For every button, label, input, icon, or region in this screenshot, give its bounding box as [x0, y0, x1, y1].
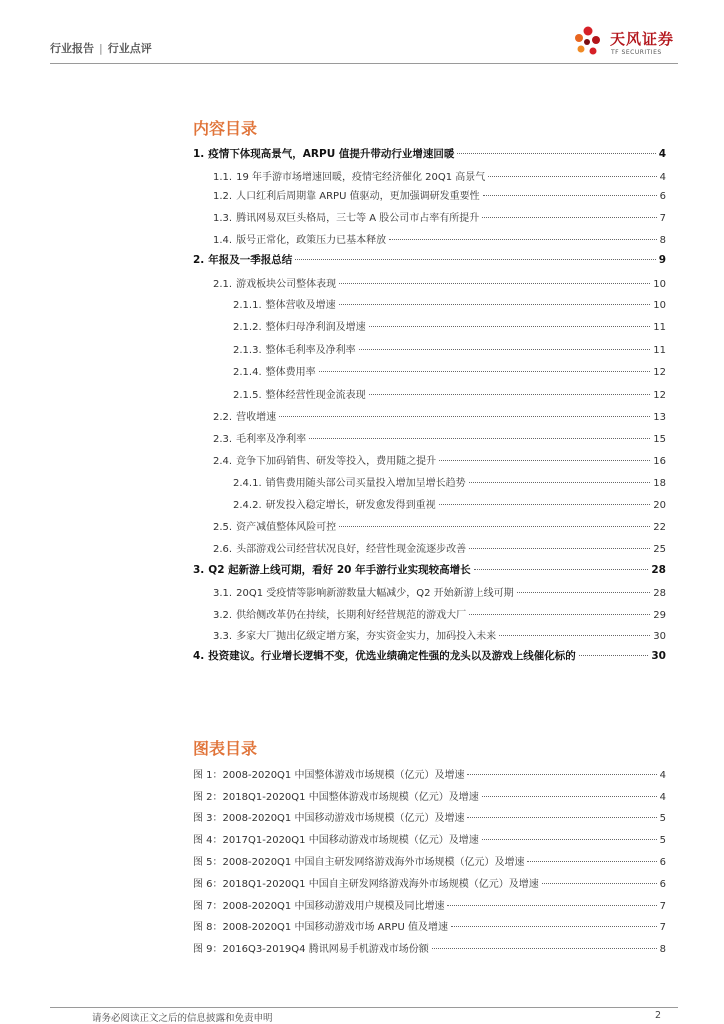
footer-divider — [50, 1007, 678, 1008]
toc-entry[interactable] — [213, 606, 666, 622]
toc-entry-text — [233, 474, 466, 489]
toc-entry[interactable] — [213, 627, 666, 643]
toc-entry[interactable] — [193, 562, 666, 578]
toc-entry-title: 腾讯网易双巨头格局，三七等 A 股公司市占率有所提升 — [236, 213, 480, 224]
figure-label: 图 3： — [193, 813, 223, 824]
toc-entry-page: 12 — [653, 367, 666, 378]
toc-entry[interactable] — [213, 231, 666, 247]
toc-entry-number: 2. — [193, 254, 205, 266]
toc-entry-title: 销售费用随头部公司买量投入增加呈增长趋势 — [265, 478, 466, 489]
toc-entry-number: 2.1.3. — [233, 345, 262, 356]
figure-label: 图 6： — [193, 879, 223, 890]
report-category: 行业报告 — [50, 42, 94, 55]
figure-entry[interactable] — [193, 766, 666, 782]
toc-leader-dots — [517, 592, 651, 593]
figure-page: 7 — [659, 901, 666, 912]
toc-entry-page: 7 — [659, 213, 666, 224]
toc-entry-text — [193, 146, 454, 161]
toc-entry-title: 整体经营性现金流表现 — [265, 390, 366, 401]
toc-leader-dots — [319, 371, 651, 372]
figure-page: 8 — [659, 944, 666, 955]
toc-entry-number: 2.4.2. — [233, 500, 262, 511]
toc-leader-dots — [482, 217, 656, 218]
toc-leader-dots — [439, 460, 650, 461]
figure-leader-dots — [527, 861, 656, 862]
toc-entry-page: 20 — [653, 500, 666, 511]
toc-entry[interactable] — [213, 584, 666, 600]
toc-entry-page: 11 — [653, 345, 666, 356]
toc-title: 内容目录 — [193, 119, 258, 138]
toc-entry-text — [233, 318, 366, 333]
toc-leader-dots — [469, 482, 651, 483]
toc-entry-number: 2.4.1. — [233, 478, 262, 489]
toc-entry-number: 1.2. — [213, 191, 233, 202]
toc-entry-text — [233, 363, 316, 378]
figure-page: 6 — [659, 857, 666, 868]
figure-title: 2008-2020Q1 中国移动游戏用户规模及同比增速 — [222, 901, 445, 912]
toc-leader-dots — [309, 438, 650, 439]
toc-entry-text — [213, 187, 480, 202]
toc-entry[interactable] — [213, 430, 666, 446]
figures-title: 图表目录 — [193, 739, 258, 758]
toc-entry-text — [213, 430, 306, 445]
figure-title: 2018Q1-2020Q1 中国整体游戏市场规模（亿元）及增速 — [222, 792, 479, 803]
toc-entry-text — [233, 496, 436, 511]
toc-leader-dots — [369, 394, 651, 395]
figure-leader-dots — [432, 948, 657, 949]
figure-label: 图 9： — [193, 944, 223, 955]
toc-entry-number: 2.1.1. — [233, 300, 262, 311]
toc-entry-page: 11 — [653, 322, 666, 333]
toc-entry-page: 9 — [658, 254, 666, 266]
report-type-header — [50, 40, 152, 56]
toc-leader-dots — [474, 569, 649, 570]
toc-entry-number: 3.2. — [213, 610, 233, 621]
figure-leader-dots — [542, 883, 657, 884]
toc-leader-dots — [369, 326, 651, 327]
toc-entry[interactable] — [213, 187, 666, 203]
toc-entry-number: 2.1.2. — [233, 322, 262, 333]
toc-entry[interactable] — [233, 386, 666, 402]
toc-leader-dots — [339, 283, 650, 284]
figure-label: 图 1： — [193, 770, 223, 781]
toc-leader-dots — [295, 259, 655, 260]
figure-page: 6 — [659, 879, 666, 890]
toc-entry-number: 2.4. — [213, 456, 233, 467]
toc-leader-dots — [339, 526, 650, 527]
figure-page: 5 — [659, 835, 666, 846]
figure-leader-dots — [447, 905, 656, 906]
header-separator: | — [99, 42, 103, 55]
toc-entry-number: 2.3. — [213, 434, 233, 445]
toc-entry[interactable] — [213, 209, 666, 225]
toc-entry-text — [213, 627, 496, 642]
figure-leader-dots — [451, 926, 657, 927]
toc-entry-page: 29 — [653, 610, 666, 621]
toc-entry[interactable] — [193, 648, 666, 664]
toc-entry-page: 13 — [653, 412, 666, 423]
figure-title: 2016Q3-2019Q4 腾讯网易手机游戏市场份额 — [222, 944, 429, 955]
toc-entry[interactable] — [213, 408, 666, 424]
toc-entry-page: 4 — [659, 172, 666, 183]
footer-disclaimer: 请务必阅读正文之后的信息披露和免责申明 — [92, 1013, 273, 1024]
figure-entry[interactable] — [193, 875, 666, 891]
toc-entry[interactable] — [193, 146, 666, 162]
figure-page: 4 — [659, 770, 666, 781]
flower-logo-icon — [566, 22, 606, 62]
toc-leader-dots — [483, 195, 657, 196]
logo-name-cn: 天风证券 — [610, 30, 675, 48]
toc-entry-number: 4. — [193, 650, 205, 662]
toc-entry-title: Q2 起新游上线可期，看好 20 年手游行业实现较高增长 — [208, 564, 471, 576]
toc-leader-dots — [469, 548, 650, 549]
toc-entry-title: 整体费用率 — [265, 367, 316, 378]
toc-entry-page: 28 — [651, 564, 666, 576]
toc-entry[interactable] — [233, 318, 666, 334]
figure-leader-dots — [482, 839, 657, 840]
figure-page: 5 — [659, 813, 666, 824]
toc-entry-title: 整体营收及增速 — [265, 300, 336, 311]
toc-leader-dots — [499, 635, 650, 636]
company-logo — [566, 22, 681, 62]
toc-entry[interactable] — [233, 474, 666, 490]
toc-entry-text — [193, 562, 471, 577]
toc-entry-text — [213, 275, 336, 290]
figure-entry[interactable] — [193, 897, 666, 913]
figure-page: 7 — [659, 922, 666, 933]
toc-entry-title: 人口红利后周期靠 ARPU 值驱动，更加强调研发重要性 — [236, 191, 480, 202]
figure-label: 图 2： — [193, 792, 223, 803]
figure-entry[interactable] — [193, 809, 666, 825]
toc-entry-number: 2.2. — [213, 412, 233, 423]
toc-entry-page: 6 — [659, 191, 666, 202]
toc-entry-text — [213, 231, 386, 246]
toc-leader-dots — [488, 176, 656, 177]
toc-entry-page: 8 — [659, 235, 666, 246]
figure-title: 2017Q1-2020Q1 中国移动游戏市场规模（亿元）及增速 — [222, 835, 479, 846]
figure-entry[interactable] — [193, 853, 666, 869]
toc-entry-number: 2.1. — [213, 279, 233, 290]
figure-title: 2018Q1-2020Q1 中国自主研发网络游戏海外市场规模（亿元）及增速 — [222, 879, 539, 890]
toc-entry-number: 2.1.4. — [233, 367, 262, 378]
toc-entry-number: 2.6. — [213, 544, 233, 555]
logo-name-en: TF SECURITIES — [611, 49, 662, 56]
toc-entry[interactable] — [213, 168, 666, 184]
figure-leader-dots — [482, 796, 657, 797]
figure-entry[interactable] — [193, 940, 666, 956]
figure-label: 图 5： — [193, 857, 223, 868]
toc-entry-title: 毛利率及净利率 — [236, 434, 307, 445]
header-divider — [50, 63, 678, 64]
toc-leader-dots — [439, 504, 651, 505]
figure-entry[interactable] — [193, 831, 666, 847]
figure-title: 2008-2020Q1 中国移动游戏市场 ARPU 值及增速 — [222, 922, 448, 933]
figure-title: 2008-2020Q1 中国移动游戏市场规模（亿元）及增速 — [222, 813, 465, 824]
toc-entry-text — [213, 606, 466, 621]
toc-entry-number: 1.3. — [213, 213, 233, 224]
toc-entry-text — [213, 168, 485, 183]
toc-entry-number: 1.1. — [213, 172, 233, 183]
toc-entry-title: 20Q1 受疫情等影响新游数量大幅减少，Q2 开始新游上线可期 — [236, 588, 514, 599]
figure-label: 图 4： — [193, 835, 223, 846]
toc-entry[interactable] — [233, 341, 666, 357]
toc-entry-title: 年报及一季报总结 — [208, 254, 293, 266]
toc-leader-dots — [389, 239, 657, 240]
toc-entry-number: 3.3. — [213, 631, 233, 642]
toc-entry[interactable] — [213, 275, 666, 291]
toc-entry[interactable] — [213, 540, 666, 556]
toc-entry-number: 1.4. — [213, 235, 233, 246]
toc-entry-title: 供给侧改革仍在持续，长期利好经营规范的游戏大厂 — [236, 610, 467, 621]
figure-label: 图 8： — [193, 922, 223, 933]
toc-entry-text — [213, 209, 479, 224]
toc-leader-dots — [279, 416, 650, 417]
toc-entry-page: 28 — [653, 588, 666, 599]
toc-entry-title: 头部游戏公司经营状况良好，经营性现金流逐步改善 — [236, 544, 467, 555]
toc-leader-dots — [457, 153, 655, 154]
toc-entry-title: 资产减值整体风险可控 — [236, 522, 337, 533]
figure-leader-dots — [467, 774, 656, 775]
toc-entry[interactable] — [233, 363, 666, 379]
toc-entry-page: 10 — [653, 300, 666, 311]
toc-entry-page: 4 — [658, 148, 666, 160]
toc-entry-page: 15 — [653, 434, 666, 445]
figure-entry[interactable] — [193, 918, 666, 934]
toc-entry-text — [213, 408, 276, 423]
toc-entry-text — [213, 584, 514, 599]
page-number: 2 — [655, 1010, 662, 1021]
toc-entry-page: 30 — [653, 631, 666, 642]
toc-entry-title: 多家大厂抛出亿级定增方案，夯实资金实力，加码投入未来 — [236, 631, 497, 642]
toc-entry-page: 16 — [653, 456, 666, 467]
toc-entry-title: 研发投入稳定增长，研发愈发得到重视 — [265, 500, 436, 511]
toc-entry-page: 18 — [653, 478, 666, 489]
toc-entry-number: 2.5. — [213, 522, 233, 533]
toc-entry[interactable] — [213, 518, 666, 534]
toc-entry-text — [213, 518, 336, 533]
toc-entry-number: 3.1. — [213, 588, 233, 599]
toc-entry-page: 25 — [653, 544, 666, 555]
toc-entry-number: 3. — [193, 564, 205, 576]
toc-entry-text — [193, 252, 292, 267]
toc-entry-title: 竞争下加码销售、研发等投入，费用随之提升 — [236, 456, 437, 467]
figure-entry[interactable] — [193, 788, 666, 804]
toc-entry-page: 10 — [653, 279, 666, 290]
toc-entry-text — [213, 452, 436, 467]
toc-entry-number: 1. — [193, 148, 205, 160]
toc-entry-title: 投资建议。行业增长逻辑不变，优选业绩确定性强的龙头以及游戏上线催化标的 — [208, 650, 576, 662]
toc-leader-dots — [339, 304, 651, 305]
toc-entry-text — [233, 386, 366, 401]
toc-leader-dots — [579, 655, 649, 656]
toc-entry[interactable] — [233, 296, 666, 312]
figure-page: 4 — [659, 792, 666, 803]
toc-entry-text — [193, 648, 576, 663]
report-subcategory: 行业点评 — [107, 42, 152, 55]
toc-entry[interactable] — [213, 452, 666, 468]
toc-entry-title: 整体归母净利润及增速 — [265, 322, 366, 333]
toc-entry-title: 疫情下体现高景气，ARPU 值提升带动行业增速回暖 — [208, 148, 455, 160]
toc-entry-number: 2.1.5. — [233, 390, 262, 401]
figure-title: 2008-2020Q1 中国自主研发网络游戏海外市场规模（亿元）及增速 — [222, 857, 525, 868]
toc-entry-title: 19 年手游市场增速回暖，疫情宅经济催化 20Q1 高景气 — [236, 172, 486, 183]
toc-entry[interactable] — [233, 496, 666, 512]
figure-title: 2008-2020Q1 中国整体游戏市场规模（亿元）及增速 — [222, 770, 465, 781]
figure-leader-dots — [467, 817, 656, 818]
toc-leader-dots — [359, 349, 651, 350]
toc-entry-text — [233, 341, 356, 356]
figure-label: 图 7： — [193, 901, 223, 912]
toc-entry-title: 版号正常化，政策压力已基本释放 — [236, 235, 387, 246]
toc-entry-title: 营收增速 — [236, 412, 277, 423]
toc-entry-page: 30 — [651, 650, 666, 662]
toc-entry-title: 整体毛利率及净利率 — [265, 345, 356, 356]
toc-entry-text — [233, 296, 336, 311]
toc-entry-page: 12 — [653, 390, 666, 401]
toc-leader-dots — [469, 614, 650, 615]
toc-entry-page: 22 — [653, 522, 666, 533]
toc-entry-title: 游戏板块公司整体表现 — [236, 279, 337, 290]
toc-entry-text — [213, 540, 466, 555]
toc-entry[interactable] — [193, 252, 666, 268]
